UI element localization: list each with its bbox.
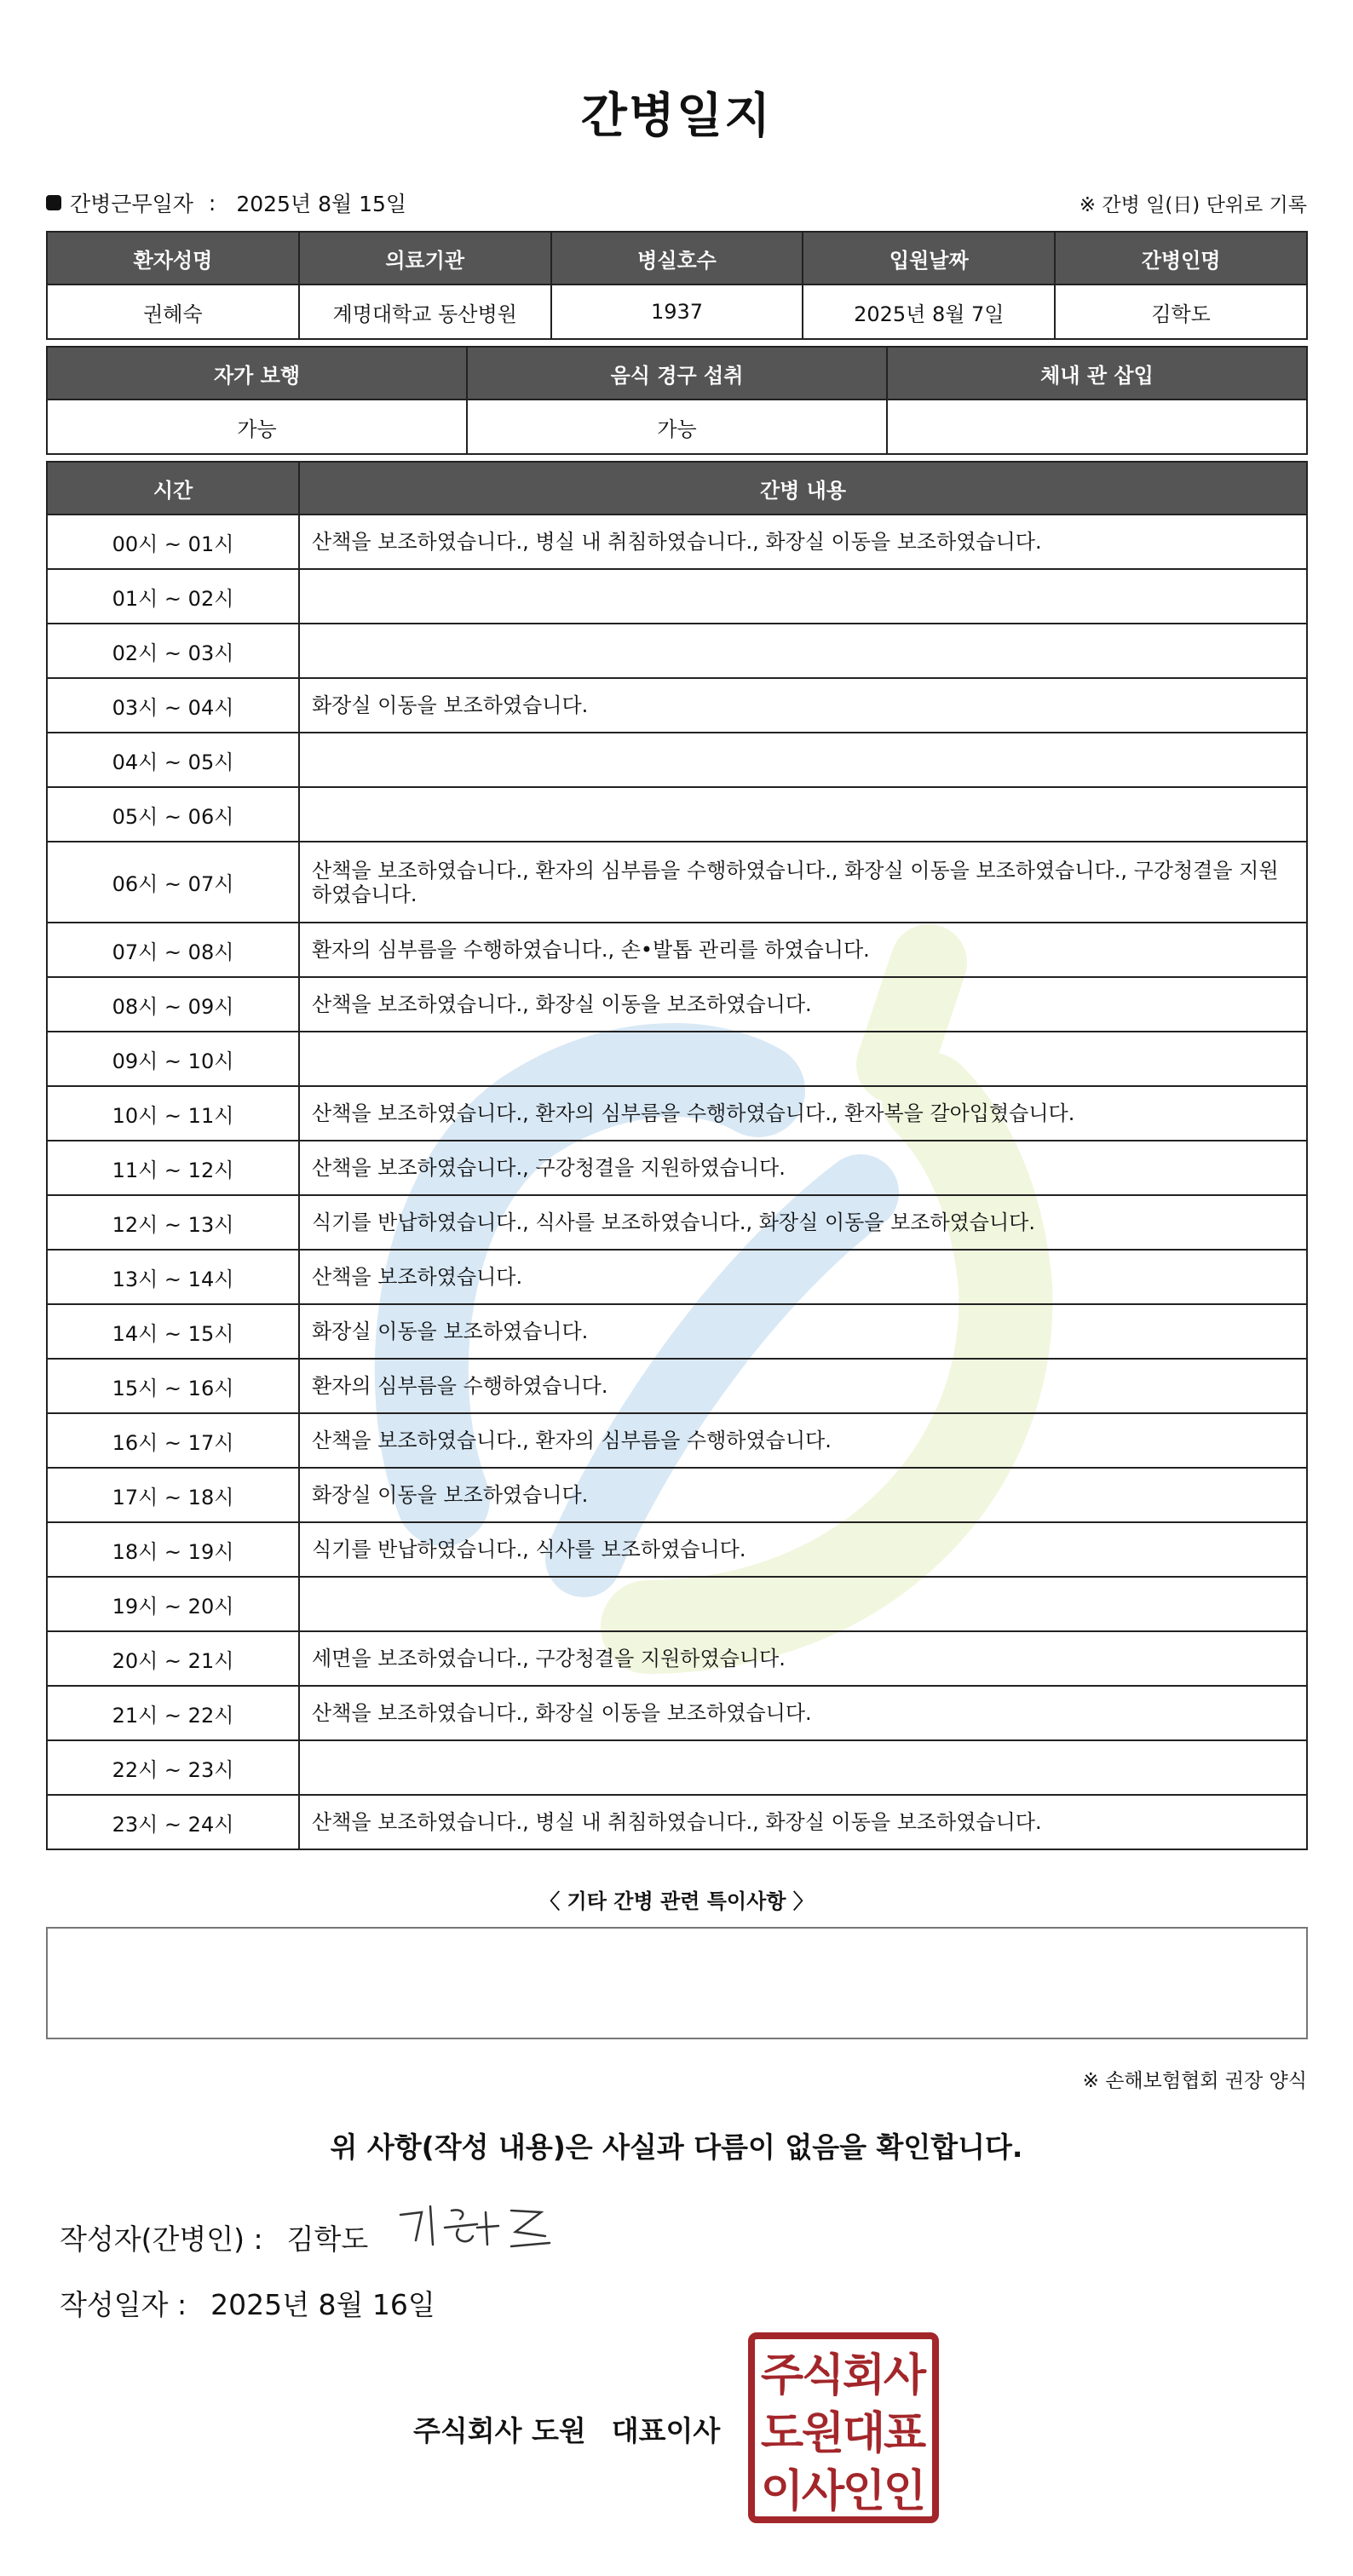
log-content: 환자의 심부름을 수행하였습니다. bbox=[299, 1359, 1307, 1413]
log-row bbox=[47, 1195, 1307, 1250]
log-row bbox=[47, 977, 1307, 1032]
remarks-box bbox=[46, 1927, 1308, 2039]
log-time: 00시 ~ 01시 bbox=[47, 515, 299, 569]
patient-info-table bbox=[46, 231, 1308, 340]
log-content: 산책을 보조하였습니다. bbox=[299, 1250, 1307, 1304]
info-value-patient-name: 권혜숙 bbox=[47, 285, 299, 339]
info-header-admission-date: 입원날짜 bbox=[803, 232, 1055, 285]
log-row bbox=[47, 1250, 1307, 1304]
info-header-caregiver: 간병인명 bbox=[1055, 232, 1307, 285]
care-log-table bbox=[46, 461, 1308, 1850]
status-value-walking: 가능 bbox=[47, 400, 467, 454]
log-content: 환자의 심부름을 수행하였습니다., 손•발톱 관리를 하였습니다. bbox=[299, 923, 1307, 977]
association-note: ※ 손해보험협회 권장 양식 bbox=[1082, 2070, 1307, 2092]
log-content bbox=[299, 1577, 1307, 1631]
info-header-room: 병실호수 bbox=[551, 232, 803, 285]
log-time: 22시 ~ 23시 bbox=[47, 1740, 299, 1795]
info-value-admission-date: 2025년 8월 7일 bbox=[803, 285, 1055, 339]
svg-text:사: 사 bbox=[883, 2350, 927, 2401]
log-time: 02시 ~ 03시 bbox=[47, 624, 299, 678]
info-value-institution: 계명대학교 동산병원 bbox=[299, 285, 551, 339]
log-time: 15시 ~ 16시 bbox=[47, 1359, 299, 1413]
log-time: 19시 ~ 20시 bbox=[47, 1577, 299, 1631]
svg-text:사: 사 bbox=[801, 2466, 845, 2517]
status-value-oral-intake: 가능 bbox=[467, 400, 887, 454]
svg-text:대: 대 bbox=[842, 2408, 886, 2459]
log-content: 산책을 보조하였습니다., 환자의 심부름을 수행하였습니다. bbox=[299, 1413, 1307, 1468]
log-content: 산책을 보조하였습니다., 환자의 심부름을 수행하였습니다., 화장실 이동을 보조하였습니다., 구강청결을 지원하였습니다. bbox=[299, 842, 1307, 923]
log-row bbox=[47, 678, 1307, 733]
log-row bbox=[47, 842, 1307, 923]
confirmation-text: 위 사항(작성 내용)은 사실과 다름이 없음을 확인합니다. bbox=[330, 2130, 1023, 2164]
svg-text:이: 이 bbox=[760, 2466, 804, 2517]
log-content: 산책을 보조하였습니다., 구강청결을 지원하였습니다. bbox=[299, 1141, 1307, 1195]
square-bullet-icon bbox=[46, 195, 61, 210]
log-time: 14시 ~ 15시 bbox=[47, 1304, 299, 1359]
log-row bbox=[47, 733, 1307, 787]
status-header-oral-intake: 음식 경구 섭취 bbox=[467, 347, 887, 400]
log-content: 식기를 반납하였습니다., 식사를 보조하였습니다., 화장실 이동을 보조하였습니다. bbox=[299, 1195, 1307, 1250]
svg-text:원: 원 bbox=[801, 2408, 845, 2459]
log-header-content: 간병 내용 bbox=[299, 462, 1307, 515]
log-row bbox=[47, 1086, 1307, 1141]
writer-name: 김학도 bbox=[286, 2222, 369, 2256]
log-time: 16시 ~ 17시 bbox=[47, 1413, 299, 1468]
svg-text:회: 회 bbox=[842, 2350, 886, 2401]
log-time: 17시 ~ 18시 bbox=[47, 1468, 299, 1522]
log-time: 05시 ~ 06시 bbox=[47, 787, 299, 842]
log-time: 01시 ~ 02시 bbox=[47, 569, 299, 624]
log-content bbox=[299, 1740, 1307, 1795]
log-row bbox=[47, 1522, 1307, 1577]
log-content: 식기를 반납하였습니다., 식사를 보조하였습니다. bbox=[299, 1522, 1307, 1577]
log-content bbox=[299, 1032, 1307, 1086]
log-content: 산책을 보조하였습니다., 환자의 심부름을 수행하였습니다., 환자복을 갈아입혔습니다. bbox=[299, 1086, 1307, 1141]
company-seal-stamp bbox=[748, 2332, 939, 2523]
svg-text:인: 인 bbox=[883, 2466, 927, 2517]
info-value-caregiver: 김학도 bbox=[1055, 285, 1307, 339]
info-header-patient-name: 환자성명 bbox=[47, 232, 299, 285]
log-time: 13시 ~ 14시 bbox=[47, 1250, 299, 1304]
log-row bbox=[47, 1577, 1307, 1631]
log-header-time: 시간 bbox=[47, 462, 299, 515]
svg-text:인: 인 bbox=[842, 2466, 886, 2517]
write-date-row bbox=[60, 2283, 435, 2323]
log-content: 산책을 보조하였습니다., 병실 내 취침하였습니다., 화장실 이동을 보조하였습니다. bbox=[299, 1795, 1307, 1849]
log-row bbox=[47, 1032, 1307, 1086]
log-row bbox=[47, 569, 1307, 624]
log-content bbox=[299, 624, 1307, 678]
log-time: 20시 ~ 21시 bbox=[47, 1631, 299, 1686]
log-content: 산책을 보조하였습니다., 화장실 이동을 보조하였습니다. bbox=[299, 1686, 1307, 1740]
log-row bbox=[47, 1795, 1307, 1849]
info-value-room: 1937 bbox=[551, 285, 803, 339]
log-row bbox=[47, 1359, 1307, 1413]
log-time: 06시 ~ 07시 bbox=[47, 842, 299, 923]
log-content: 산책을 보조하였습니다., 병실 내 취침하였습니다., 화장실 이동을 보조하였습니다. bbox=[299, 515, 1307, 569]
log-time: 04시 ~ 05시 bbox=[47, 733, 299, 787]
log-time: 08시 ~ 09시 bbox=[47, 977, 299, 1032]
remarks-title: 〈 기타 간병 관련 특이사항 〉 bbox=[539, 1889, 814, 1913]
log-row bbox=[47, 1468, 1307, 1522]
log-time: 18시 ~ 19시 bbox=[47, 1522, 299, 1577]
log-row bbox=[47, 923, 1307, 977]
patient-status-table bbox=[46, 346, 1308, 455]
svg-text:주: 주 bbox=[760, 2350, 804, 2401]
log-row bbox=[47, 624, 1307, 678]
svg-text:표: 표 bbox=[883, 2408, 927, 2459]
status-header-walking: 자가 보행 bbox=[47, 347, 467, 400]
page-title: 간병일지 bbox=[580, 89, 773, 144]
log-row bbox=[47, 1413, 1307, 1468]
log-row bbox=[47, 1631, 1307, 1686]
log-row bbox=[47, 1740, 1307, 1795]
log-content: 산책을 보조하였습니다., 화장실 이동을 보조하였습니다. bbox=[299, 977, 1307, 1032]
log-row bbox=[47, 787, 1307, 842]
work-date-colon: : bbox=[208, 190, 216, 216]
log-time: 09시 ~ 10시 bbox=[47, 1032, 299, 1086]
log-time: 12시 ~ 13시 bbox=[47, 1195, 299, 1250]
info-header-institution: 의료기관 bbox=[299, 232, 551, 285]
writer-row bbox=[60, 2217, 368, 2257]
company-row bbox=[413, 2409, 720, 2449]
company-role: 대표이사 bbox=[611, 2414, 721, 2447]
svg-text:식: 식 bbox=[801, 2350, 845, 2401]
unit-note: ※ 간병 일(日) 단위로 기록 bbox=[1079, 194, 1307, 216]
log-row bbox=[47, 1304, 1307, 1359]
log-content: 화장실 이동을 보조하였습니다. bbox=[299, 678, 1307, 733]
log-content: 세면을 보조하였습니다., 구강청결을 지원하였습니다. bbox=[299, 1631, 1307, 1686]
svg-text:도: 도 bbox=[760, 2408, 804, 2459]
status-value-tube bbox=[887, 400, 1307, 454]
log-time: 10시 ~ 11시 bbox=[47, 1086, 299, 1141]
company-name: 주식회사 도원 bbox=[413, 2414, 586, 2447]
log-time: 07시 ~ 08시 bbox=[47, 923, 299, 977]
work-date-value: 2025년 8월 15일 bbox=[236, 192, 407, 216]
log-row bbox=[47, 1686, 1307, 1740]
writer-label: 작성자(간병인) : bbox=[60, 2222, 263, 2256]
log-content: 화장실 이동을 보조하였습니다. bbox=[299, 1304, 1307, 1359]
log-row bbox=[47, 515, 1307, 569]
log-row bbox=[47, 1141, 1307, 1195]
write-date-label: 작성일자 : bbox=[60, 2288, 187, 2321]
status-header-tube: 체내 관 삽입 bbox=[887, 347, 1307, 400]
log-content bbox=[299, 569, 1307, 624]
log-content bbox=[299, 787, 1307, 842]
log-content: 화장실 이동을 보조하였습니다. bbox=[299, 1468, 1307, 1522]
work-date-row bbox=[46, 187, 406, 218]
log-time: 11시 ~ 12시 bbox=[47, 1141, 299, 1195]
log-time: 23시 ~ 24시 bbox=[47, 1795, 299, 1849]
write-date-value: 2025년 8월 16일 bbox=[210, 2288, 435, 2321]
log-time: 21시 ~ 22시 bbox=[47, 1686, 299, 1740]
work-date-label: 간병근무일자 bbox=[70, 192, 193, 216]
log-time: 03시 ~ 04시 bbox=[47, 678, 299, 733]
log-content bbox=[299, 733, 1307, 787]
signature-image bbox=[392, 2194, 554, 2262]
